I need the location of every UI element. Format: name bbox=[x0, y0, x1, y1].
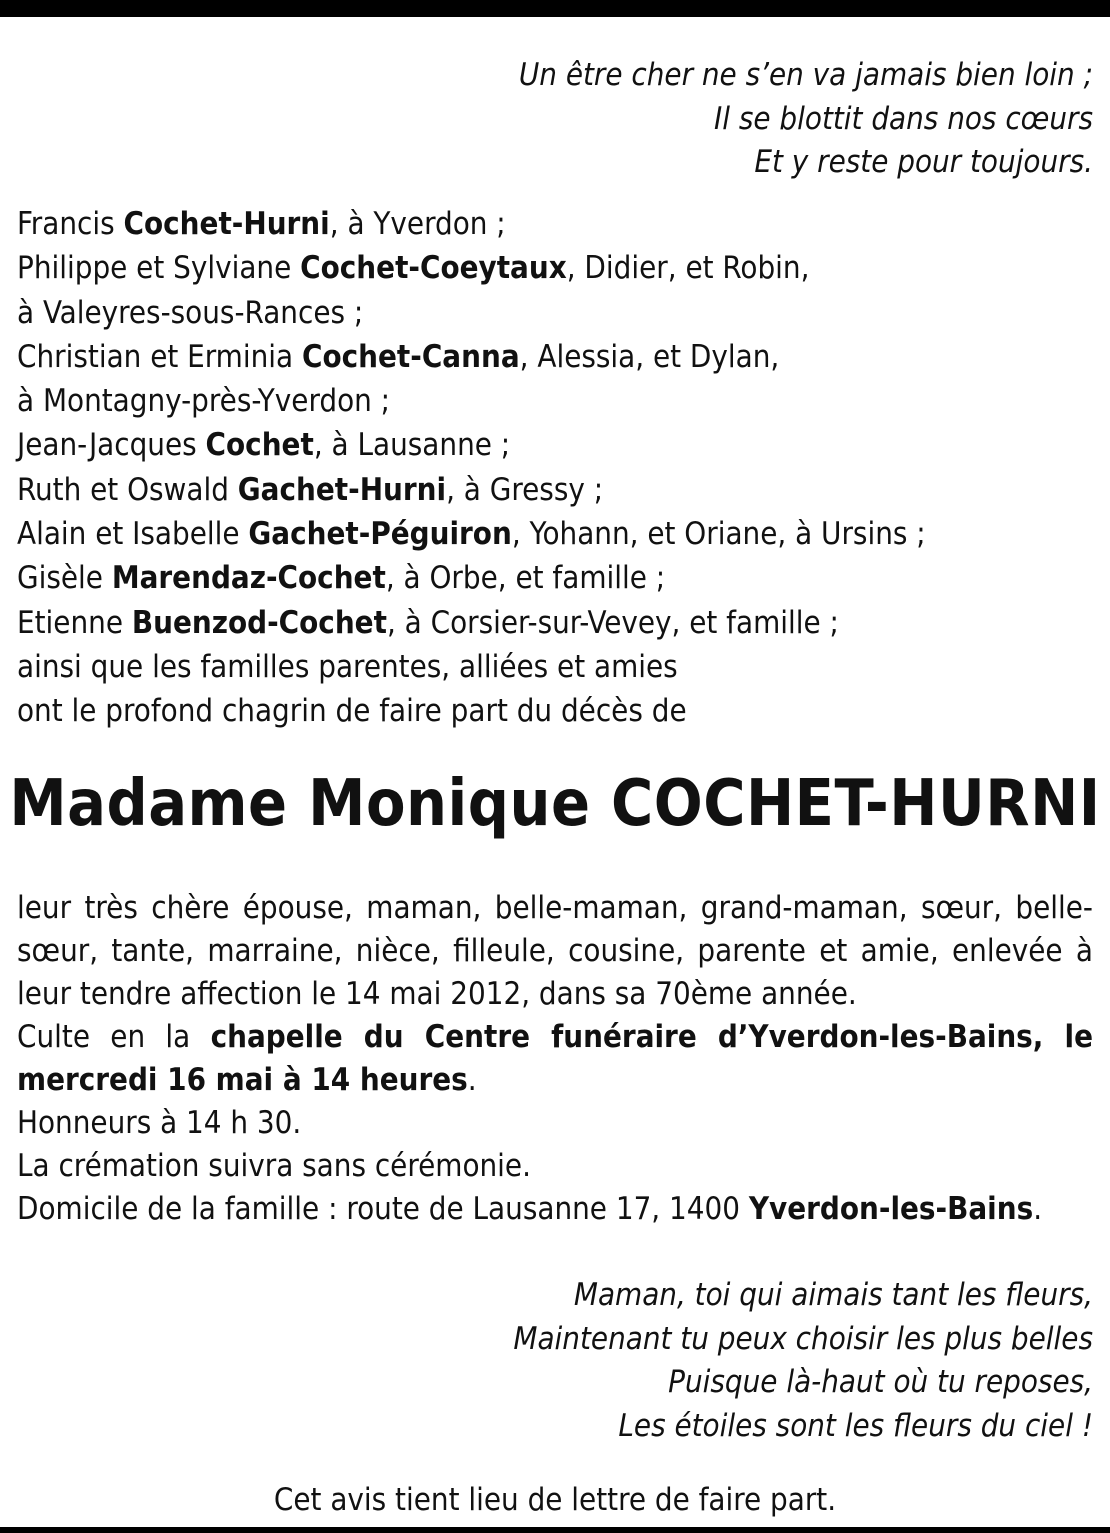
family-line: Christian et Erminia Cochet-Canna, Alessia, et Dylan, bbox=[17, 338, 780, 375]
family-line: ainsi que les familles parentes, alliées et amies bbox=[17, 648, 678, 685]
poem-line: Et y reste pour toujours. bbox=[754, 144, 1093, 180]
closing-poem bbox=[513, 1274, 1093, 1448]
family-line: Francis Cochet-Hurni, à Yverdon ; bbox=[17, 206, 506, 242]
poem-line: Maman, toi qui aimais tant les fleurs, bbox=[573, 1277, 1093, 1313]
poem-line: Il se blottit dans nos cœurs bbox=[714, 100, 1093, 137]
service-location-time: chapelle du Centre funéraire d’Yverdon-les-Bains, le mercredi 16 mai à 14 heures bbox=[17, 1019, 1093, 1098]
family-surname: Buenzod-Cochet bbox=[131, 604, 387, 641]
service-details: Culte en la chapelle du Centre funéraire d’Yverdon-les-Bains, le mercredi 16 mai à 14 heures. bbox=[17, 1019, 1093, 1098]
family-line: ont le profond chagrin de faire part du décès de bbox=[17, 693, 687, 730]
family-line: Ruth et Oswald Gachet-Hurni, à Gressy ; bbox=[17, 471, 604, 508]
family-surname: Gachet-Péguiron bbox=[248, 516, 512, 553]
poem-line: Un être cher ne s’en va jamais bien loin ; bbox=[518, 57, 1093, 93]
family-line: Alain et Isabelle Gachet-Péguiron, Yohann, et Oriane, à Ursins ; bbox=[17, 516, 926, 553]
top-border-rule bbox=[0, 0, 1110, 17]
poem-line: Puisque là-haut où tu reposes, bbox=[668, 1364, 1093, 1400]
family-line: Etienne Buenzod-Cochet, à Corsier-sur-Vevey, et famille ; bbox=[17, 604, 839, 641]
family-address: Domicile de la famille : route de Lausanne 17, 1400 Yverdon-les-Bains. bbox=[17, 1191, 1043, 1227]
family-line: à Valeyres-sous-Rances ; bbox=[17, 294, 364, 331]
deceased-name: Madame Monique COCHET-HURNI bbox=[9, 767, 1101, 841]
family-line: Gisèle Marendaz-Cochet, à Orbe, et famille ; bbox=[17, 560, 666, 597]
family-surname: Cochet-Hurni bbox=[123, 206, 330, 242]
family-surname: Marendaz-Cochet bbox=[111, 560, 386, 597]
opening-poem bbox=[519, 54, 1093, 185]
bottom-border-rule bbox=[0, 1527, 1110, 1533]
family-surname: Gachet-Hurni bbox=[237, 471, 447, 508]
closing-note: Cet avis tient lieu de lettre de faire part. bbox=[273, 1482, 837, 1518]
family-surname: Cochet bbox=[205, 427, 314, 464]
family-surname: Cochet-Canna bbox=[301, 338, 520, 375]
honneurs-line: Honneurs à 14 h 30. bbox=[17, 1105, 302, 1141]
family-surname: Cochet-Coeytaux bbox=[300, 250, 567, 287]
poem-line: Maintenant tu peux choisir les plus belles bbox=[513, 1320, 1093, 1357]
address-town: Yverdon-les-Bains bbox=[748, 1191, 1034, 1227]
family-list bbox=[17, 202, 1093, 734]
family-line: Philippe et Sylviane Cochet-Coeytaux, Didier, et Robin, bbox=[17, 250, 810, 287]
poem-line: Les étoiles sont les fleurs du ciel ! bbox=[618, 1407, 1093, 1444]
family-line: à Montagny-près-Yverdon ; bbox=[17, 383, 391, 420]
relationship-paragraph: leur très chère épouse, maman, belle-maman, grand-maman, sœur, belle-sœur, tante, marraine, nièce, filleule, cousine, parente et amie, enlevée à leur tendre affection le 14 mai 2012, dans sa 70ème année. bbox=[17, 890, 1093, 1012]
cremation-line: La crémation suivra sans cérémonie. bbox=[17, 1148, 531, 1184]
notice-body bbox=[17, 887, 1093, 1231]
family-line: Jean-Jacques Cochet, à Lausanne ; bbox=[17, 427, 511, 464]
